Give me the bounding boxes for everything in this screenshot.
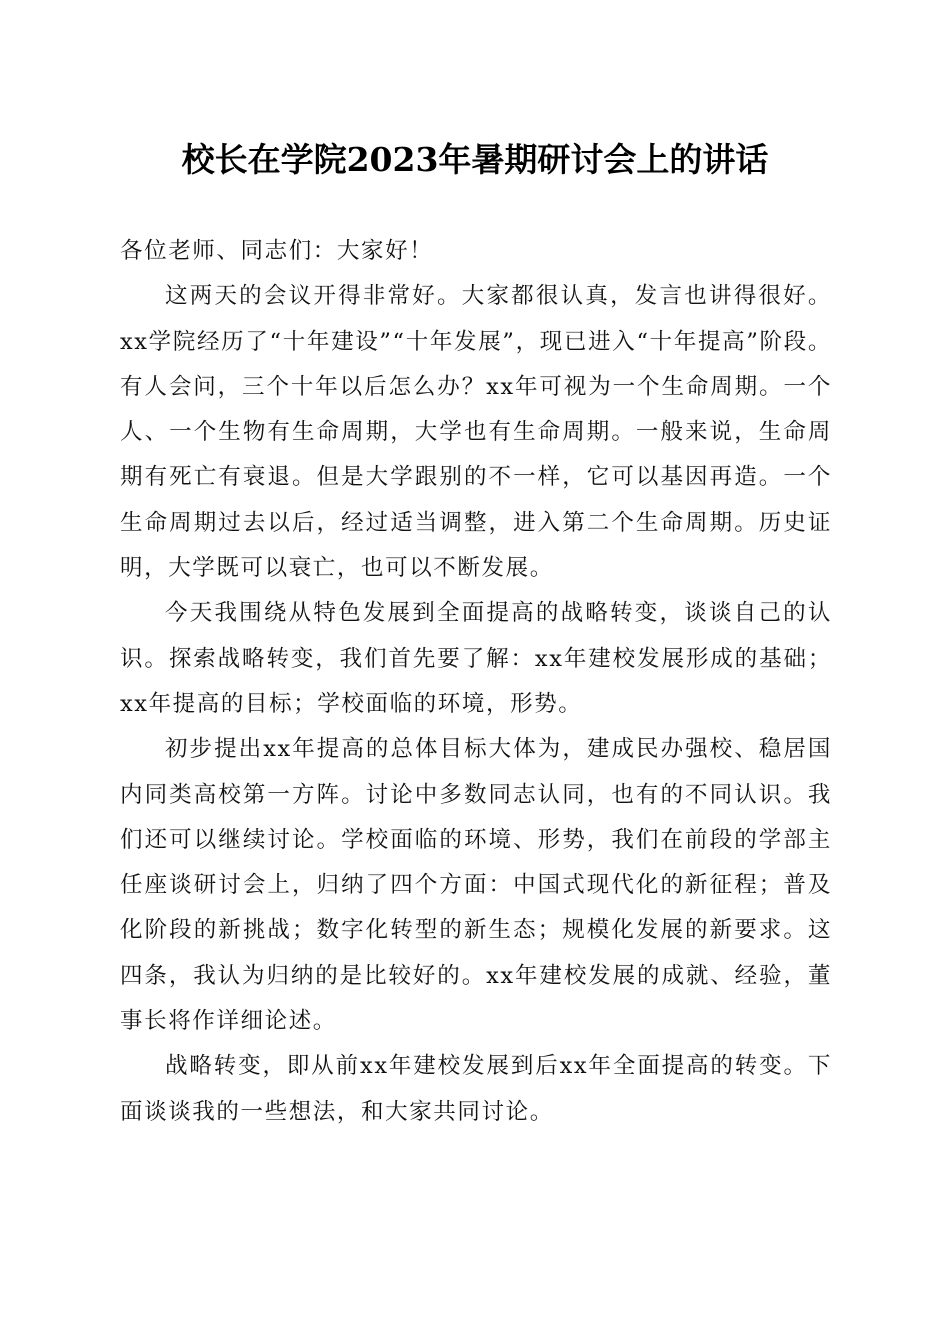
paragraph-1: 这两天的会议开得非常好。大家都很认真，发言也讲得很好。xx学院经历了“十年建设”“十年发展”，现已进入“十年提高”阶段。有人会问，三个十年以后怎么办？xx年可视为一个生命周期。一个人、一个生物有生命周期，大学也有生命周期。一般来说，生命周期有死亡有衰退。但是大学跟别的不一样，它可以基因再造。一个生命周期过去以后，经过适当调整，进入第二个生命周期。历史证明，大学既可以衰亡，也可以不断发展。 — [120, 283, 832, 582]
greeting: 各位老师、同志们：大家好！ — [120, 238, 434, 264]
paragraph-4: 战略转变，即从前xx年建校发展到后xx年全面提高的转变。下面谈谈我的一些想法，和大家共同讨论。 — [120, 1053, 832, 1125]
document-body — [120, 229, 832, 1135]
document-title: 校长在学院2023年暑期研讨会上的讲话 — [181, 140, 769, 179]
paragraph-3: 初步提出xx年提高的总体目标大体为，建成民办强校、稳居国内同类高校第一方阵。讨论中多数同志认同，也有的不同认识。我们还可以继续讨论。学校面临的环境、形势，我们在前段的学部主任座谈研讨会上，归纳了四个方面：中国式现代化的新征程；普及化阶段的新挑战；数字化转型的新生态；规模化发展的新要求。这四条，我认为归纳的是比较好的。xx年建校发展的成就、经验，董事长将作详细论述。 — [120, 736, 832, 1035]
paragraph-2: 今天我围绕从特色发展到全面提高的战略转变，谈谈自己的认识。探索战略转变，我们首先要了解：xx年建校发展形成的基础；xx年提高的目标；学校面临的环境，形势。 — [120, 600, 832, 717]
